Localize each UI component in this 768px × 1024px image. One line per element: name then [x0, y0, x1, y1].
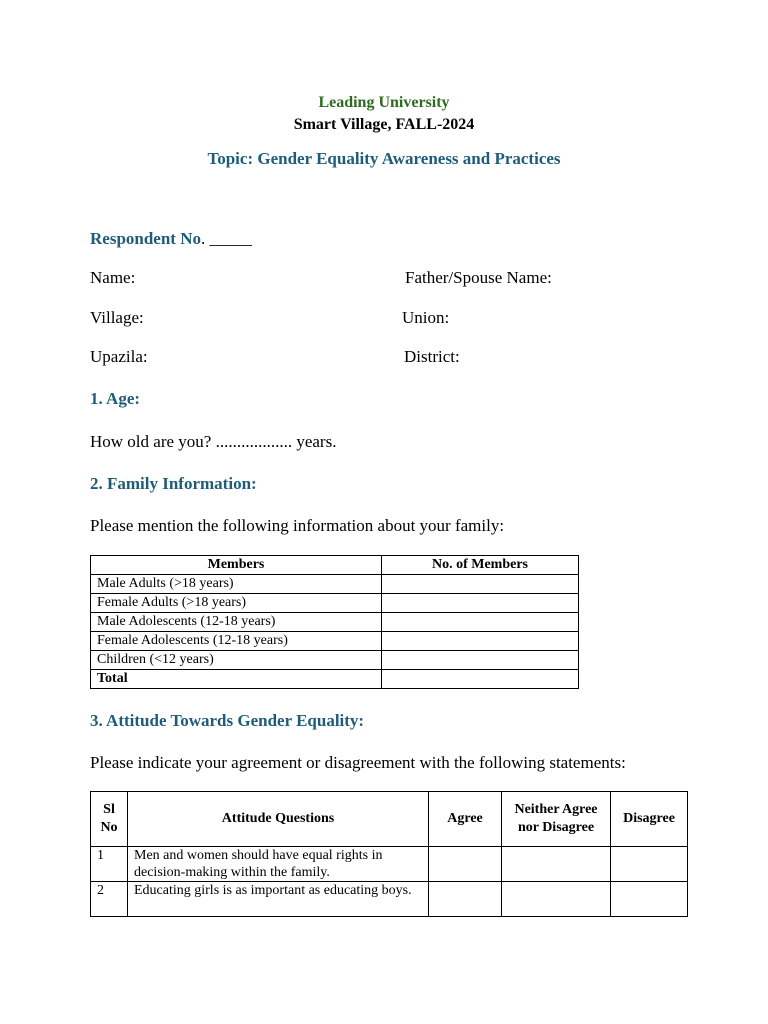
age-question: How old are you? .................. years. — [90, 432, 337, 451]
union-label: Union: — [402, 308, 450, 327]
university-name: Leading University — [318, 94, 450, 111]
table-row — [91, 613, 579, 632]
disagree-cell[interactable] — [611, 847, 688, 882]
district-label: District: — [404, 347, 460, 366]
village-label: Village: — [90, 308, 144, 327]
agree-cell[interactable] — [429, 882, 502, 917]
member-category: Female Adults (>18 years) — [91, 594, 382, 613]
member-category: Children (<12 years) — [91, 651, 382, 670]
section-family-heading: 2. Family Information: — [90, 474, 257, 493]
table-row-total — [91, 670, 579, 689]
sl-header-line1: Sl — [103, 802, 115, 817]
table-row — [91, 651, 579, 670]
member-count-cell[interactable] — [382, 575, 579, 594]
sl-no-header — [91, 792, 128, 847]
sl-header-line2: No — [100, 820, 118, 835]
member-category: Male Adolescents (12-18 years) — [91, 613, 382, 632]
table-row — [91, 575, 579, 594]
neither-cell[interactable] — [502, 847, 611, 882]
table-header-row — [91, 792, 688, 847]
respondent-label: Respondent No — [90, 229, 201, 248]
neither-header-line2: nor Disagree — [517, 820, 595, 835]
no-of-members-header: No. of Members — [382, 556, 579, 575]
attitude-question: Men and women should have equal rights in decision-making within the family. — [128, 847, 429, 882]
section-attitude-heading: 3. Attitude Towards Gender Equality: — [90, 711, 365, 730]
disagree-cell[interactable] — [611, 882, 688, 917]
family-instruction: Please mention the following information about your family: — [90, 516, 505, 535]
table-header-row — [91, 556, 579, 575]
member-count-cell[interactable] — [382, 632, 579, 651]
father-spouse-label: Father/Spouse Name: — [405, 268, 552, 287]
program-title: Smart Village, FALL-2024 — [293, 116, 475, 133]
respondent-blank: . _____ — [201, 229, 252, 248]
total-count-cell[interactable] — [382, 670, 579, 689]
sl-number: 1 — [91, 847, 128, 882]
attitude-question: Educating girls is as important as educating boys. — [128, 882, 429, 917]
table-row — [91, 882, 688, 917]
attitude-instruction: Please indicate your agreement or disagreement with the following statements: — [90, 753, 626, 772]
family-table — [90, 555, 579, 689]
table-row — [91, 847, 688, 882]
member-count-cell[interactable] — [382, 594, 579, 613]
neither-header-line1: Neither Agree — [514, 802, 598, 817]
member-count-cell[interactable] — [382, 613, 579, 632]
respondent-number — [90, 229, 252, 249]
section-age-heading: 1. Age: — [90, 389, 141, 408]
name-label: Name: — [90, 268, 136, 287]
sl-number: 2 — [91, 882, 128, 917]
neither-header — [502, 792, 611, 847]
total-label: Total — [91, 670, 382, 689]
member-category: Female Adolescents (12-18 years) — [91, 632, 382, 651]
agree-header: Agree — [429, 792, 502, 847]
attitude-table — [90, 791, 688, 917]
neither-cell[interactable] — [502, 882, 611, 917]
topic-title: Topic: Gender Equality Awareness and Practices — [207, 149, 561, 168]
upazila-label: Upazila: — [90, 347, 148, 366]
members-header: Members — [91, 556, 382, 575]
table-row — [91, 632, 579, 651]
question-header: Attitude Questions — [128, 792, 429, 847]
table-row — [91, 594, 579, 613]
disagree-header: Disagree — [611, 792, 688, 847]
member-count-cell[interactable] — [382, 651, 579, 670]
agree-cell[interactable] — [429, 847, 502, 882]
member-category: Male Adults (>18 years) — [91, 575, 382, 594]
